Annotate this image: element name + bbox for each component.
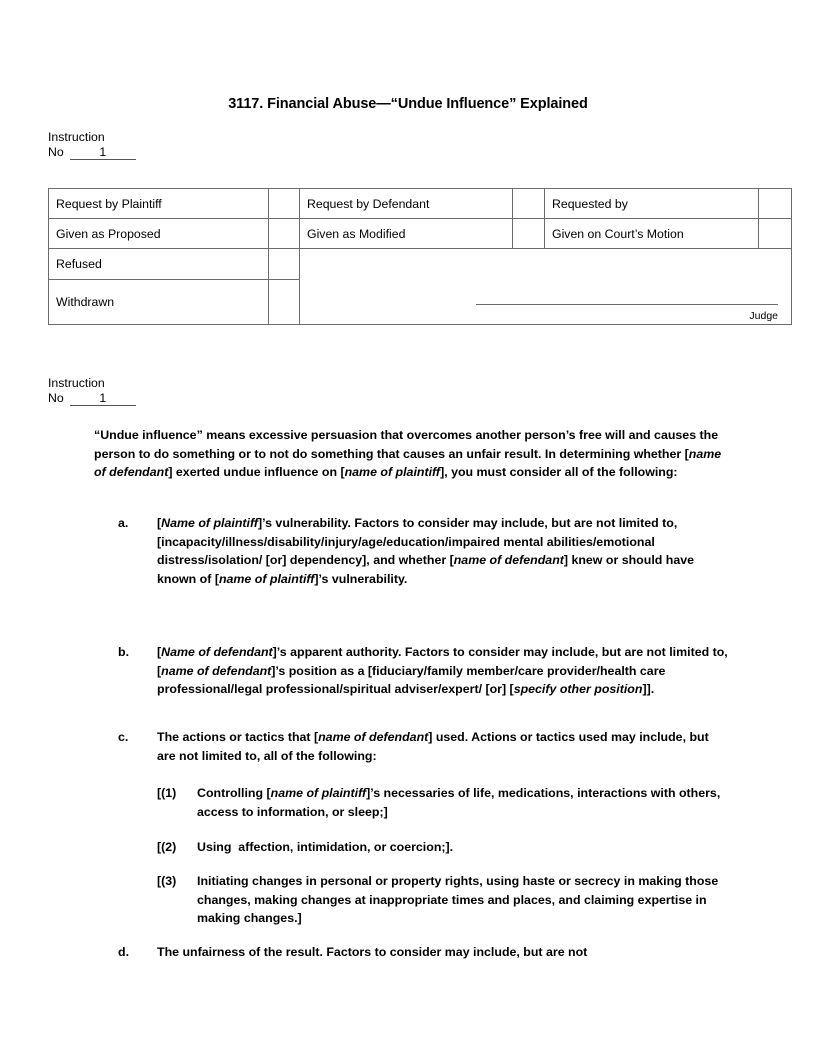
list-marker-a: a. xyxy=(118,516,129,530)
list-item-d-text: The unfairness of the result. Factors to consider may include, but are not xyxy=(157,945,588,959)
cell-given-as-proposed: Given as Proposed xyxy=(49,219,269,249)
checkbox-requested-by[interactable] xyxy=(759,189,792,219)
list-marker-2: [(2) xyxy=(157,840,177,854)
table-row xyxy=(49,249,792,280)
list-item-b-text xyxy=(157,643,728,699)
checkbox-given-as-modified[interactable] xyxy=(513,219,545,249)
item-a-text-1: [ xyxy=(157,516,162,530)
placeholder-name-of-plaintiff: name of plaintiff xyxy=(270,786,367,800)
intro-paragraph xyxy=(94,426,726,482)
intro-text-1: “Undue influence” means excessive persuasion that overcomes another person’s free will and causes the person to do something or to not do something that causes an unfair result. In determining whether [ xyxy=(94,428,719,461)
checkbox-request-by-plaintiff[interactable] xyxy=(269,189,300,219)
placeholder-name-of-plaintiff: Name of plaintiff xyxy=(161,516,258,530)
cell-given-as-modified: Given as Modified xyxy=(300,219,513,249)
checkbox-request-by-defendant[interactable] xyxy=(513,189,545,219)
item-a-text-2: ]’s vulnerability. Factors to consider may include, but are not limited to, xyxy=(257,516,678,530)
list-subitem-1-text xyxy=(197,784,727,821)
list-item-c-text xyxy=(157,728,728,765)
list-marker-3: [(3) xyxy=(157,874,177,888)
placeholder-name-of-plaintiff: name of plaintiff xyxy=(344,465,441,480)
instruction-no-label: No xyxy=(48,391,64,405)
placeholder-name-of-defendant-2: name of defendant xyxy=(161,663,272,678)
disposition-table xyxy=(48,188,792,325)
table-row xyxy=(49,219,792,249)
checkbox-refused[interactable] xyxy=(269,249,300,280)
judge-signature-line[interactable] xyxy=(476,304,778,305)
placeholder-name-of-defendant: name of defendant xyxy=(453,553,564,568)
item-a-text-5: ]’s vulnerability. xyxy=(314,571,408,586)
cell-withdrawn: Withdrawn xyxy=(49,280,269,325)
placeholder-specify-other-position: specify other position xyxy=(513,682,643,697)
placeholder-name-of-defendant: name of defendant xyxy=(318,730,429,744)
list-subitem-3-text: Initiating changes in personal or property rights, using haste or secrecy in making those changes, making changes at inappropriate times and places, and claiming expertise in making changes.] xyxy=(197,874,719,926)
instruction-label-line1: Instruction xyxy=(48,130,105,144)
item-b-text-2: ]’s apparent authority. Factors to consider may include, but are not limited to, [ xyxy=(157,645,728,678)
list-item-d xyxy=(118,943,728,962)
instruction-no-field[interactable]: 1 xyxy=(70,145,136,160)
instruction-number-header-second xyxy=(48,376,136,406)
signature-inner xyxy=(300,249,791,324)
item-b-text-1: [ xyxy=(157,645,162,659)
item-a-text-4: ] knew or should have known of [ xyxy=(157,553,695,586)
instruction-number-row xyxy=(48,145,136,160)
cell-request-by-defendant: Request by Defendant xyxy=(300,189,513,219)
page-title: 3117. Financial Abuse—“Undue Influence” Explained xyxy=(228,96,588,112)
list-item-a-text xyxy=(157,514,728,588)
judge-signature-label: Judge xyxy=(749,310,778,322)
instruction-no-field[interactable]: 1 xyxy=(70,391,136,406)
list-marker-c: c. xyxy=(118,730,129,744)
list-item-a xyxy=(118,514,728,588)
cell-request-by-plaintiff: Request by Plaintiff xyxy=(49,189,269,219)
list-subitem-2-text: Using affection, intimidation, or coercion;]. xyxy=(197,840,454,854)
item-b-text-4: ]]. xyxy=(642,682,655,697)
checkbox-given-on-courts-motion[interactable] xyxy=(759,219,792,249)
item-c-text-2: ] used. Actions or tactics used may include, but are not limited to, all of the following: xyxy=(157,730,709,763)
placeholder-name-of-defendant: Name of defendant xyxy=(161,645,273,659)
placeholder-name-of-plaintiff-2: name of plaintiff xyxy=(218,571,315,586)
instruction-label-line1: Instruction xyxy=(48,376,105,390)
list-subitem-3 xyxy=(157,872,727,928)
list-subitem-2 xyxy=(157,838,727,857)
instruction-number-header-top xyxy=(48,130,136,160)
cell-given-on-courts-motion: Given on Court’s Motion xyxy=(545,219,759,249)
item-b-text-3: ]’s position as a [fiduciary/family member/care provider/health care professional/legal professional/spiritual adviser/expert/ [or] [ xyxy=(157,663,666,697)
checkbox-given-as-proposed[interactable] xyxy=(269,219,300,249)
item-a-text-3: [incapacity/illness/disability/injury/age/education/impaired mental abilities/emotional distress/isolation/ [or] dependency], and whether [ xyxy=(157,534,655,568)
instruction-no-label: No xyxy=(48,145,64,159)
intro-text-3: ], you must consider all of the following: xyxy=(440,465,678,480)
placeholder-name-of-defendant: name of defendant xyxy=(94,446,722,480)
cell-requested-by: Requested by xyxy=(545,189,759,219)
list-marker-1: [(1) xyxy=(157,786,177,800)
judge-signature-area xyxy=(300,249,792,325)
list-item-b xyxy=(118,643,728,699)
cell-refused: Refused xyxy=(49,249,269,280)
item-c-text-1: The actions or tactics that [ xyxy=(157,730,319,744)
intro-text-2: ] exerted undue influence on [ xyxy=(168,465,345,480)
subitem-1-text-1: Controlling [ xyxy=(197,786,271,800)
list-marker-d: d. xyxy=(118,945,130,959)
list-subitem-1 xyxy=(157,784,727,821)
checkbox-withdrawn[interactable] xyxy=(269,280,300,325)
list-item-c xyxy=(118,728,728,765)
instruction-number-row xyxy=(48,391,136,406)
table-row xyxy=(49,189,792,219)
subitem-1-text-2: ]’s necessaries of life, medications, interactions with others, access to information, or sleep;] xyxy=(197,786,721,819)
list-marker-b: b. xyxy=(118,645,130,659)
